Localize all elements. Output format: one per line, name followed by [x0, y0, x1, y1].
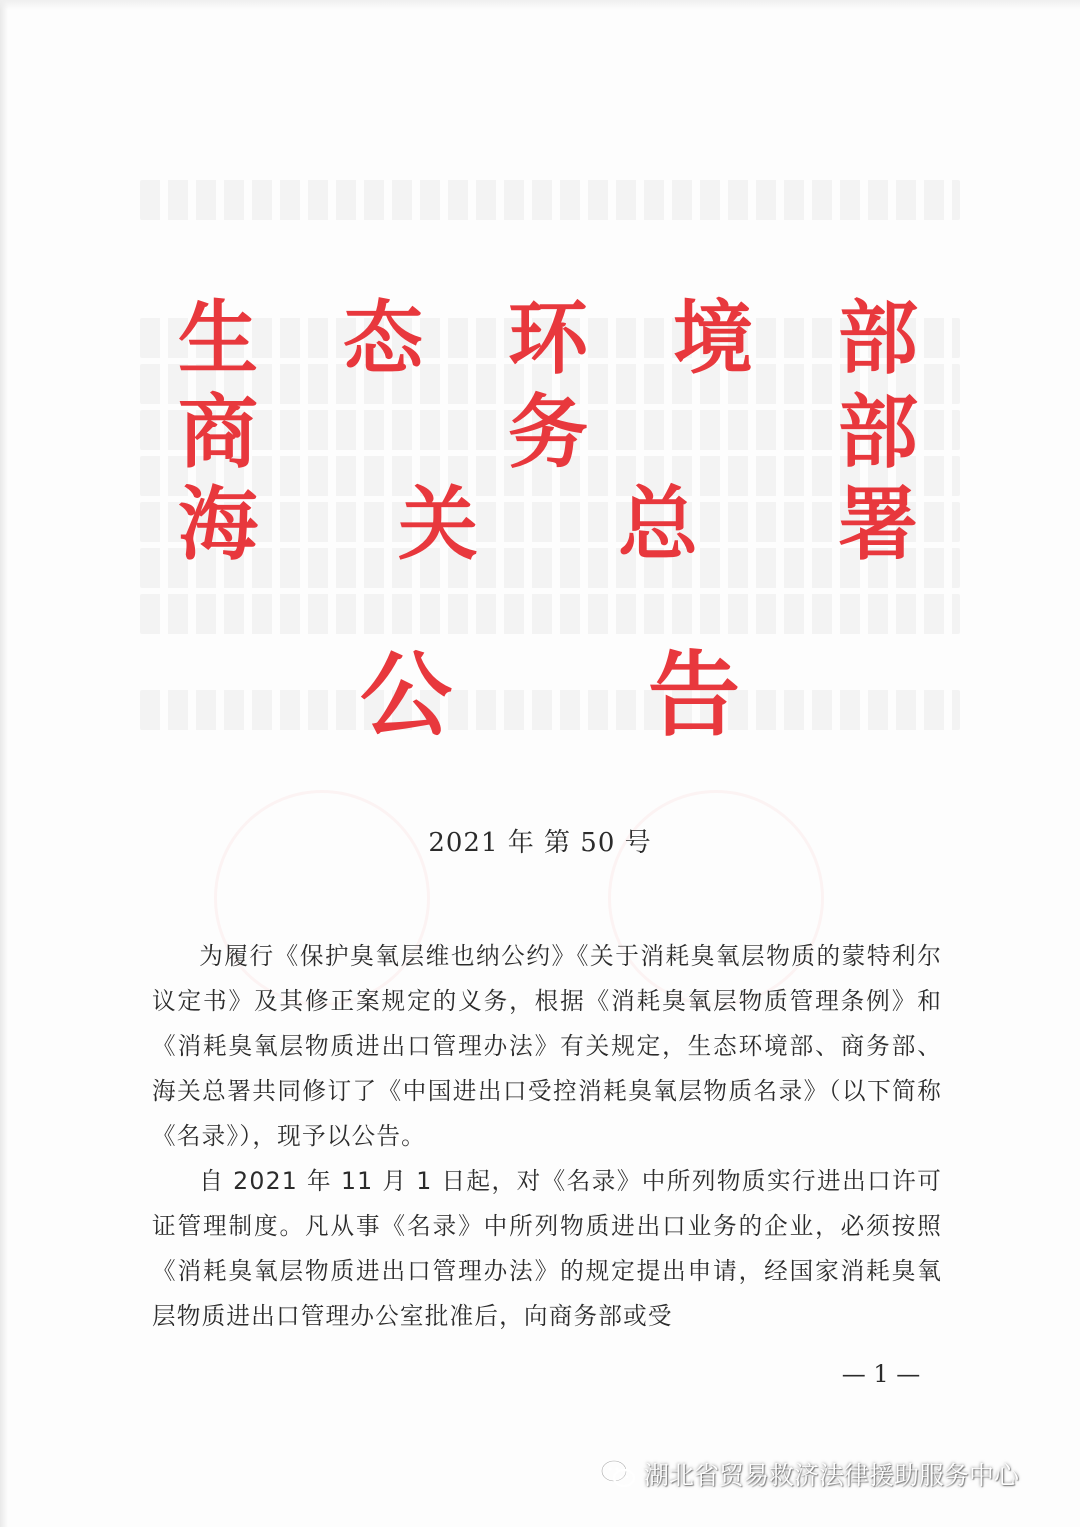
notice-title-char: 公	[360, 641, 453, 749]
agency-char: 部	[838, 291, 918, 385]
body-paragraph: 自 2021 年 11 月 1 日起，对《名录》中所列物质实行进出口许可证管理制度。凡从事《名录》中所列物质进出口业务的企业，必须按照《消耗臭氧层物质进出口管理办法》的规定提出申请，经国家消耗臭氧层物质进出口管理办公室批准后，向商务部或受	[152, 1167, 942, 1330]
agency-char: 关	[398, 477, 478, 571]
agency-name-customs	[178, 478, 918, 570]
document-body	[152, 934, 942, 1339]
agency-char: 态	[343, 291, 423, 385]
agency-name-commerce	[178, 386, 918, 478]
account-watermark	[600, 1452, 1019, 1496]
agency-char: 海	[178, 477, 258, 571]
body-paragraph: 为履行《保护臭氧层维也纳公约》《关于消耗臭氧层物质的蒙特利尔议定书》及其修正案规定的义务，根据《消耗臭氧层物质管理条例》和《消耗臭氧层物质进出口管理办法》有关规定，生态环境部、商务部、海关总署共同修订了《中国进出口受控消耗臭氧层物质名录》（以下简称《名录》），现予以公告。	[152, 942, 942, 1150]
agency-char: 生	[178, 291, 258, 385]
agency-char: 商	[178, 385, 258, 479]
agency-char: 部	[838, 385, 918, 479]
agency-char: 总	[618, 477, 698, 571]
document-number: 2021 年 第 50 号	[428, 828, 652, 858]
watermark-text: 湖北省贸易救济法律援助服务中心	[644, 1461, 1020, 1490]
agency-char: 署	[838, 477, 918, 571]
wechat-icon	[600, 1459, 636, 1489]
agency-name-ecology-environment	[178, 292, 918, 384]
scan-edge	[0, 0, 1080, 10]
agency-char: 环	[508, 291, 588, 385]
scan-edge	[0, 0, 8, 1527]
notice-title-char: 告	[647, 641, 740, 749]
notice-title	[360, 640, 740, 750]
page-number: — 1 —	[841, 1360, 921, 1388]
show-through-text	[140, 180, 960, 220]
agency-char: 务	[508, 385, 588, 479]
show-through-text	[140, 594, 960, 634]
agency-char: 境	[673, 291, 753, 385]
